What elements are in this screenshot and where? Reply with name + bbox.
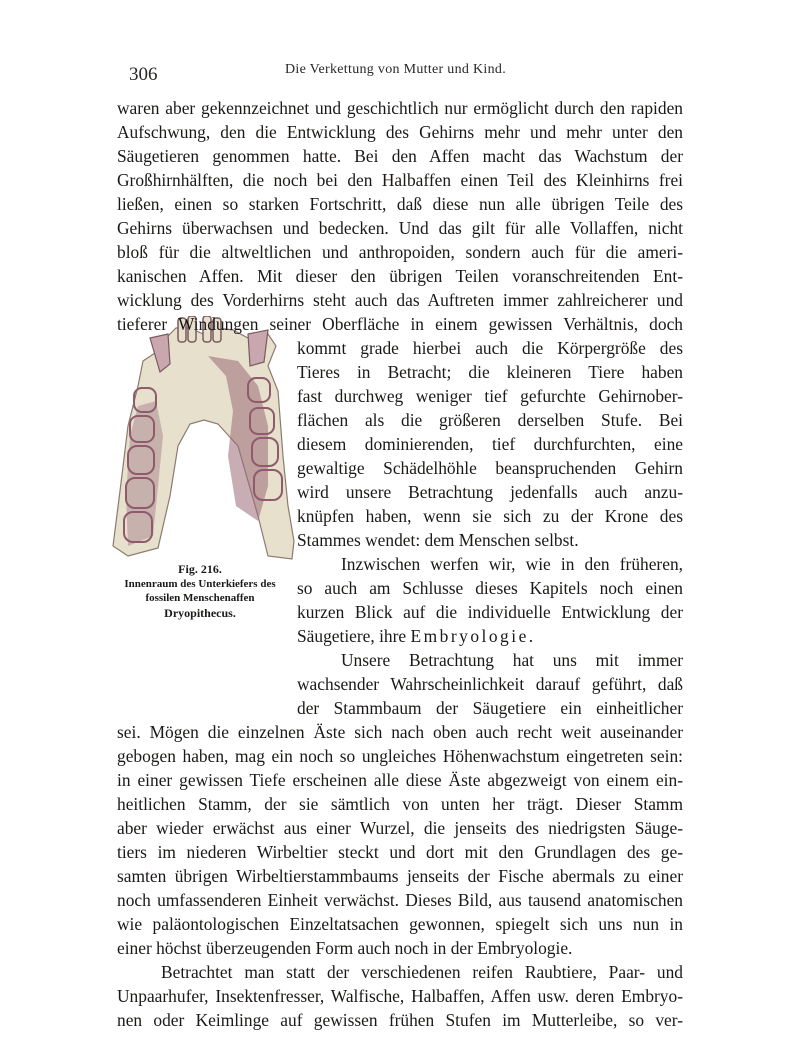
running-title: Die Verkettung von Mutter und Kind.	[285, 62, 506, 77]
paragraph-start: Betrachtet man statt der verschiedenen reifen Raubtiere, Paar- und	[161, 962, 683, 982]
text-line: aber wieder erwächst aus einer Wurzel, die jenseits des niedrigsten Säuge-	[117, 818, 683, 838]
text-line	[297, 626, 683, 646]
text-line: Aufschwung, den die Entwicklung des Gehirns mehr und mehr unter den	[117, 122, 683, 142]
text-line: so auch am Schlusse dieses Kapitels noch einen	[297, 578, 683, 598]
text-line: noch umfassenderen Einheit verwächst. Dieses Bild, aus tausend anatomischen	[117, 890, 683, 910]
text-line: wie paläontologischen Einzeltatsachen gewonnen, spiegelt sich uns nun in	[117, 914, 683, 934]
text-line: Großhirnhälften, die noch bei den Halbaffen einen Teil des Kleinhirns frei	[117, 170, 683, 190]
figure-caption-line: Innenraum des Unterkiefers des	[124, 578, 276, 590]
figure-caption-line: Dryopithecus.	[164, 606, 236, 620]
text-line: Gehirns überwachsen und bedecken. Und das gilt für alle Vollaffen, nicht	[117, 218, 683, 238]
text-line: wird unsere Betrachtung jedenfalls auch anzu-	[297, 482, 683, 502]
text-line: diesem dominierenden, tief durchfurchten, eine	[297, 434, 683, 454]
fossil-jaw-icon	[108, 316, 298, 561]
text-line: der Stammbaum der Säugetiere ein einheitlicher	[297, 698, 683, 718]
text-line: heitlichen Stamm, der sie sämtlich von unten her trägt. Dieser Stamm	[117, 794, 683, 814]
text-line: bloß für die altweltlichen und anthropoiden, sondern auch für die ameri-	[117, 242, 683, 262]
text-line: Unpaarhufer, Insektenfresser, Walfische, Halbaffen, Affen usw. deren Embryo-	[117, 986, 683, 1006]
text-line: samten übrigen Wirbeltierstammbaums jenseits der Fische abermals zu einer	[117, 866, 683, 886]
text-line: kommt grade hierbei auch die Körpergröße des	[297, 338, 683, 358]
figure-label: Fig. 216.	[178, 562, 222, 576]
text-line: wachsender Wahrscheinlichkeit darauf geführt, daß	[297, 674, 683, 694]
text-line: gebogen haben, mag ein noch so ungleiches Höhenwachstum eingetreten sein:	[117, 746, 683, 766]
text-line: gewaltige Schädelhöhle beanspruchenden Gehirn	[297, 458, 683, 478]
paragraph-start: Unsere Betrachtung hat uns mit immer	[341, 650, 683, 670]
text-line: wicklung des Vorderhirns steht auch das Auftreten immer zahlreicherer und	[117, 290, 683, 310]
text-line: nen oder Keimlinge auf gewissen frühen Stufen im Mutterleibe, so ver-	[117, 1010, 683, 1030]
fossil-jaw-figure	[108, 316, 298, 561]
text-line: waren aber gekennzeichnet und geschichtlich nur ermöglicht durch den rapiden	[117, 98, 683, 118]
text-line: sei. Mögen die einzelnen Äste sich nach oben auch recht weit auseinander	[117, 722, 683, 742]
text-line: kanischen Affen. Mit dieser den übrigen Teilen voranschreitenden Ent-	[117, 266, 683, 286]
paragraph-start: Inzwischen werfen wir, wie in den früheren,	[341, 554, 683, 574]
text-line: Tieres in Betracht; die kleineren Tiere haben	[297, 362, 683, 382]
text-line: kurzen Blick auf die individuelle Entwicklung der	[297, 602, 683, 622]
text-line: tiers im niederen Wirbeltier steckt und dort mit den Grundlagen des ge-	[117, 842, 683, 862]
text-line: knüpfen haben, wenn sie sich zu der Krone des	[297, 506, 683, 526]
text-line: ließen, einen so starken Fortschritt, daß diese nun alle übrigen Teile des	[117, 194, 683, 214]
text-line: Stammes wendet: dem Menschen selbst.	[297, 530, 579, 550]
text-line: in einer gewissen Tiefe erscheinen alle diese Äste abgezweigt von einem ein-	[117, 770, 683, 790]
text-span: Säugetiere, ihre	[297, 626, 411, 646]
text-line: flächen als die größeren derselben Stufe. Bei	[297, 410, 683, 430]
text-line: Säugetieren genommen hatte. Bei den Affen macht das Wachstum der	[117, 146, 683, 166]
emphasized-term: Embryologie.	[410, 626, 536, 646]
page-number: 306	[129, 64, 158, 85]
figure-caption-line: fossilen Menschenaffen	[145, 592, 255, 604]
text-line: fast durchweg weniger tief gefurchte Gehirnober-	[297, 386, 683, 406]
text-line: tieferer Windungen seiner Oberfläche in einem gewissen Verhältnis, doch	[117, 314, 683, 334]
text-line: einer höchst überzeugenden Form auch noch in der Embryologie.	[117, 938, 573, 958]
